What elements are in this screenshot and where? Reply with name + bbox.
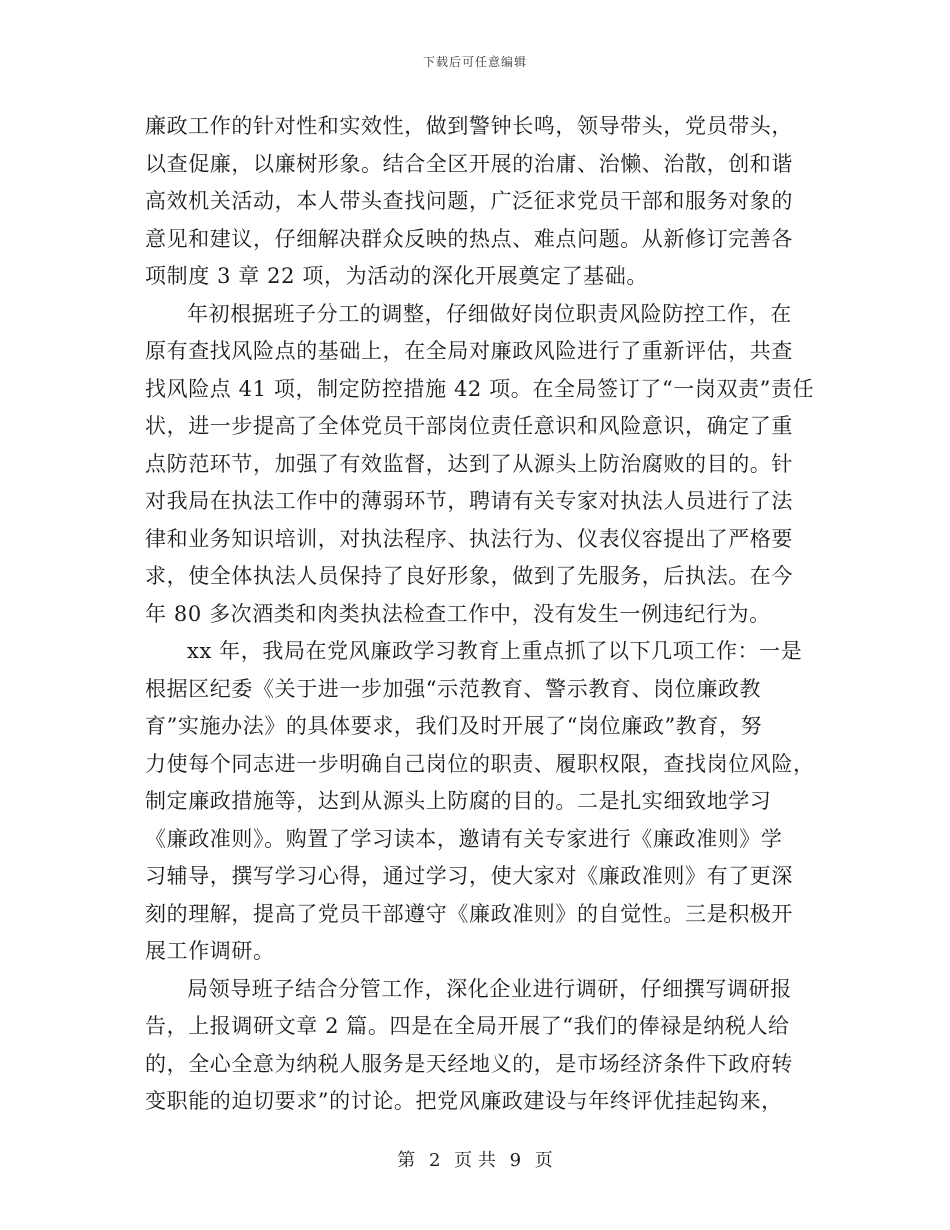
document-body: [145, 108, 815, 1121]
text-line: 廉政工作的针对性和实效性，做到警钟长鸣，领导带头，党员带头，: [145, 114, 793, 138]
text-line: 制定廉政措施等，达到从源头上防腐的目的。二是扎实细致地学习: [145, 789, 772, 813]
text-line: 变职能的迫切要求”的讨论。把党风廉政建设与年终评优挂起钩来，: [145, 1089, 783, 1113]
text-line: 年 80 多次酒类和肉类执法检查工作中，没有发生一例违纪行为。: [145, 601, 771, 626]
text-line: 局领导班子结合分管工作，深化企业进行调研，仔细撰写调研报: [187, 976, 792, 1001]
text-line: 高效机关活动，本人带头查找问题，广泛征求党员干部和服务对象的: [145, 189, 793, 213]
text-line: 项制度 3 章 22 项，为活动的深化开展奠定了基础。: [145, 264, 648, 288]
footer-suffix: 页: [534, 1150, 553, 1171]
footer-total-pages: 9: [509, 1150, 522, 1171]
text-line: 以查促廉，以廉树形象。结合全区开展的治庸、治懒、治散，创和谐: [145, 151, 793, 176]
text-line: 育”实施办法》的具体要求，我们及时开展了“岗位廉政”教育，努: [145, 714, 763, 738]
text-line: xx 年，我局在党风廉政学习教育上重点抓了以下几项工作：一是: [187, 639, 803, 663]
footer-page-number: 2: [428, 1150, 441, 1171]
text-line: 年初根据班子分工的调整，仔细做好岗位职责风险防控工作，在: [187, 301, 792, 326]
text-line: 找风险点 41 项，制定防控措施 42 项。在全局签订了“一岗双责”责任: [145, 376, 815, 401]
text-line: 根据区纪委《关于进一步加强“示范教育、警示教育、岗位廉政教: [145, 676, 762, 701]
text-line: 点防范环节，加强了有效监督，达到了从源头上防治腐败的目的。针: [145, 451, 793, 476]
page-footer: [0, 1146, 950, 1172]
text-line: 告，上报调研文章 2 篇。四是在全局开展了“我们的俸禄是纳税人给: [145, 1014, 790, 1038]
text-line: 《廉政准则》。购置了学习读本，邀请有关专家进行《廉政准则》学: [145, 826, 783, 851]
text-line: 力使每个同志进一步明确自己岗位的职责、履职权限，查找岗位风险，: [145, 751, 815, 776]
text-line: 展工作调研。: [145, 939, 275, 963]
text-line: 原有查找风险点的基础上，在全局对廉政风险进行了重新评估，共查: [145, 339, 793, 363]
page-header: 下载后可任意编辑: [422, 55, 527, 69]
text-line: 意见和建议，仔细解决群众反映的热点、难点问题。从新修订完善各: [145, 226, 793, 251]
text-line: 习辅导，撰写学习心得，通过学习，使大家对《廉政准则》有了更深: [145, 864, 793, 888]
text-line: 律和业务知识培训，对执法程序、执法行为、仪表仪容提出了严格要: [145, 526, 793, 551]
text-line: 对我局在执法工作中的薄弱环节，聘请有关专家对执法人员进行了法: [145, 489, 793, 513]
text-line: 状，进一步提高了全体党员干部岗位责任意识和风险意识，确定了重: [145, 414, 793, 438]
footer-middle: 页 共: [454, 1150, 496, 1171]
text-line: 的，全心全意为纳税人服务是天经地义的，是市场经济条件下政府转: [145, 1051, 793, 1076]
text-line: 刻的理解，提高了党员干部遵守《廉政准则》的自觉性。三是积极开: [145, 901, 793, 926]
text-line: 求，使全体执法人员保持了良好形象，做到了先服务，后执法。在今: [145, 564, 793, 588]
footer-prefix: 第: [397, 1150, 416, 1171]
